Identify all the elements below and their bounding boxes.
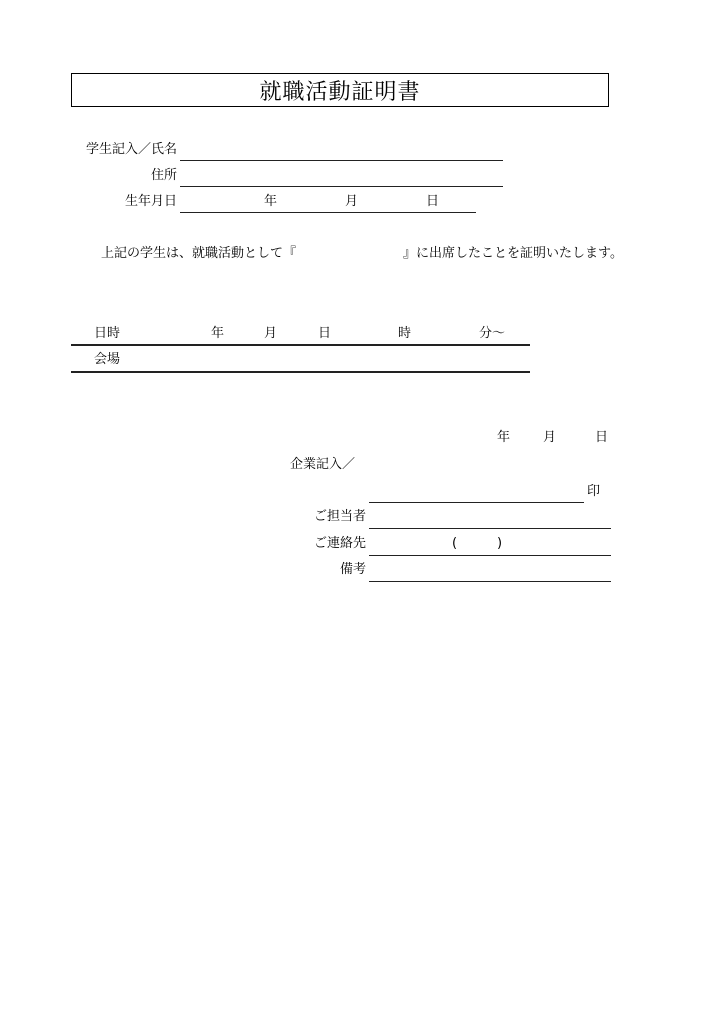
- event-minute-unit: 分～: [479, 326, 506, 341]
- event-hour-unit: 時: [398, 326, 412, 341]
- student-address-field[interactable]: [180, 186, 503, 187]
- phone-close-paren: ): [497, 536, 503, 551]
- student-birthdate-label: 生年月日: [124, 194, 177, 209]
- student-name-label: 学生記入／氏名: [85, 142, 177, 157]
- remarks-label: 備考: [339, 562, 366, 577]
- student-address-label: 住所: [150, 168, 177, 183]
- remarks-field[interactable]: [369, 581, 611, 582]
- contact-info-label: ご連絡先: [313, 536, 366, 551]
- company-entry-label: 企業記入／: [290, 457, 356, 472]
- birth-day-unit: 日: [426, 194, 440, 209]
- seal-label: 印: [587, 484, 601, 499]
- birth-month-unit: 月: [345, 194, 359, 209]
- document-title: 就職活動証明書: [259, 79, 421, 105]
- event-year-unit: 年: [211, 326, 225, 341]
- statement-prefix: 上記の学生は、就職活動として『: [101, 246, 297, 261]
- student-birthdate-field[interactable]: [180, 212, 476, 213]
- event-venue-label: 会場: [94, 352, 121, 367]
- contact-person-label: ご担当者: [313, 509, 366, 524]
- statement-suffix: 』に出席したことを証明いたします。: [403, 246, 623, 261]
- event-month-unit: 月: [264, 326, 278, 341]
- company-date-day-unit: 日: [595, 430, 609, 445]
- phone-open-paren: (: [452, 536, 458, 551]
- company-name-field[interactable]: [369, 502, 584, 503]
- event-venue-field[interactable]: [71, 371, 530, 373]
- student-name-field[interactable]: [180, 160, 503, 161]
- event-day-unit: 日: [318, 326, 332, 341]
- contact-person-field[interactable]: [369, 528, 611, 529]
- company-date-month-unit: 月: [543, 430, 557, 445]
- birth-year-unit: 年: [264, 194, 278, 209]
- event-datetime-field[interactable]: [71, 344, 530, 346]
- document-title-box: [71, 73, 609, 107]
- company-date-year-unit: 年: [497, 430, 511, 445]
- contact-info-field[interactable]: [369, 555, 611, 556]
- event-datetime-label: 日時: [94, 326, 121, 341]
